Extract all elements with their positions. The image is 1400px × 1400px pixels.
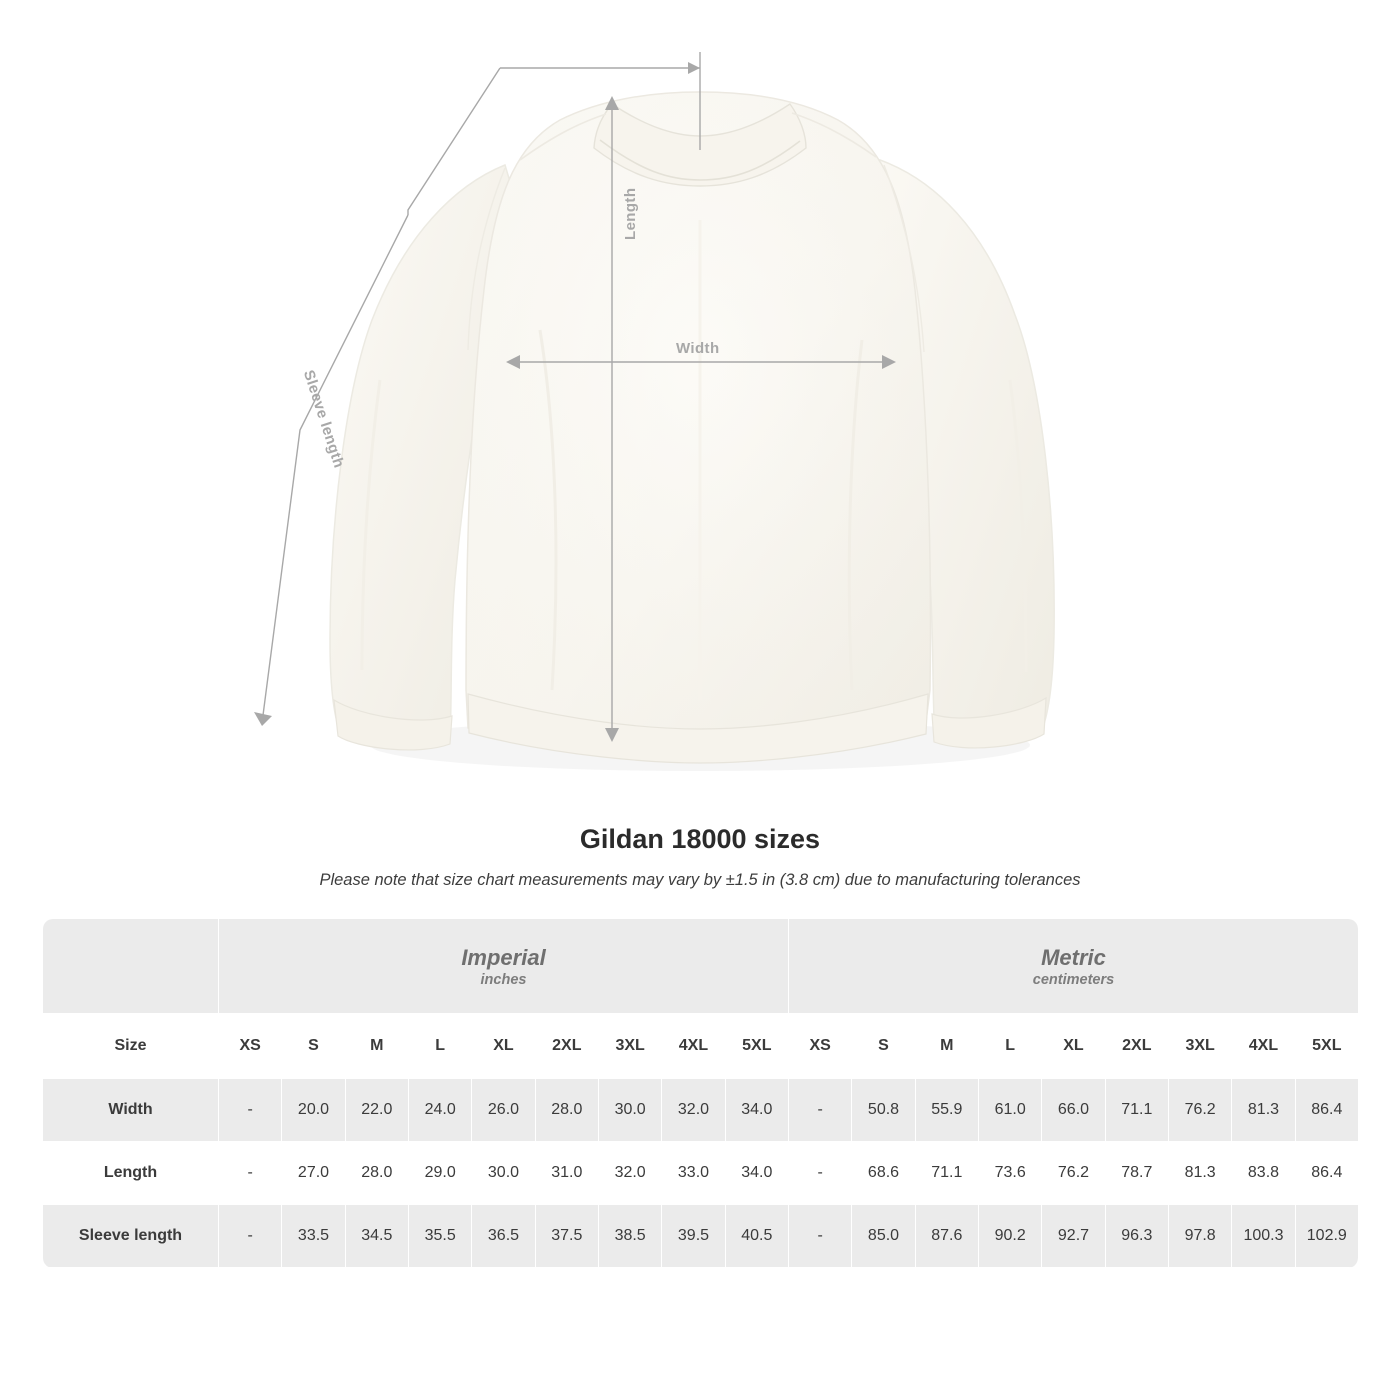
measurement-cell: 87.6	[915, 1205, 978, 1268]
size-header-cell: 2XL	[1105, 1014, 1168, 1079]
measurement-cell: 81.3	[1232, 1079, 1295, 1142]
measurement-cell: -	[219, 1205, 282, 1268]
size-header-label: Size	[43, 1014, 219, 1079]
size-header-cell: 3XL	[598, 1014, 661, 1079]
measurement-cell: 83.8	[1232, 1142, 1295, 1205]
measurement-cell: 34.0	[725, 1079, 788, 1142]
size-header-cell: M	[915, 1014, 978, 1079]
measurement-cell: 24.0	[408, 1079, 471, 1142]
measurement-cell: 90.2	[978, 1205, 1041, 1268]
measurement-cell: 97.8	[1168, 1205, 1231, 1268]
length-label: Length	[622, 187, 639, 240]
measurement-cell: 39.5	[662, 1205, 725, 1268]
table-row	[43, 1142, 1359, 1205]
measurement-cell: 102.9	[1295, 1205, 1358, 1268]
measurement-cell: -	[789, 1142, 852, 1205]
measurement-cell: 100.3	[1232, 1205, 1295, 1268]
measurement-cell: 86.4	[1295, 1142, 1358, 1205]
measurement-cell: 34.0	[725, 1142, 788, 1205]
measurement-label: Sleeve length	[43, 1205, 219, 1268]
measurement-cell: 32.0	[662, 1079, 725, 1142]
size-header-cell: XL	[472, 1014, 535, 1079]
measurement-cell: -	[219, 1142, 282, 1205]
measurement-cell: 86.4	[1295, 1079, 1358, 1142]
measurement-cell: 76.2	[1168, 1079, 1231, 1142]
measurement-cell: 20.0	[282, 1079, 345, 1142]
measurement-cell: 26.0	[472, 1079, 535, 1142]
size-header-cell: 3XL	[1168, 1014, 1231, 1079]
size-header-cell: XS	[219, 1014, 282, 1079]
size-header-cell: 5XL	[1295, 1014, 1358, 1079]
unit-imperial-sub: inches	[480, 971, 527, 988]
measurement-cell: 31.0	[535, 1142, 598, 1205]
table-row	[43, 1079, 1359, 1142]
measurement-cell: 85.0	[852, 1205, 915, 1268]
size-header-cell: L	[408, 1014, 471, 1079]
size-header-cell: S	[852, 1014, 915, 1079]
size-chart-table-wrap	[42, 918, 1358, 1268]
measurement-cell: 96.3	[1105, 1205, 1168, 1268]
measurement-cell: 29.0	[408, 1142, 471, 1205]
size-header-cell: 5XL	[725, 1014, 788, 1079]
measurement-cell: 71.1	[915, 1142, 978, 1205]
measurement-cell: 38.5	[598, 1205, 661, 1268]
measurement-cell: 71.1	[1105, 1079, 1168, 1142]
measurement-cell: 32.0	[598, 1142, 661, 1205]
unit-imperial-cell	[219, 919, 789, 1014]
measurement-label: Length	[43, 1142, 219, 1205]
width-label: Width	[676, 340, 720, 357]
size-header-cell: S	[282, 1014, 345, 1079]
table-row	[43, 1205, 1359, 1268]
measurement-cell: 33.5	[282, 1205, 345, 1268]
measurement-cell: -	[219, 1079, 282, 1142]
measurement-cell: 66.0	[1042, 1079, 1105, 1142]
measurement-cell: 30.0	[598, 1079, 661, 1142]
unit-metric-cell	[789, 919, 1359, 1014]
measurement-cell: 35.5	[408, 1205, 471, 1268]
size-header-cell: XS	[789, 1014, 852, 1079]
measurement-label: Width	[43, 1079, 219, 1142]
measurement-cell: 76.2	[1042, 1142, 1105, 1205]
size-header-row	[43, 1014, 1359, 1079]
measurement-cell: 27.0	[282, 1142, 345, 1205]
measurement-cell: 50.8	[852, 1079, 915, 1142]
unit-imperial-name: Imperial	[461, 945, 546, 971]
size-chart-table	[42, 918, 1358, 1268]
measurement-cell: 40.5	[725, 1205, 788, 1268]
sleeve-length-label: Sleeve length	[299, 368, 348, 471]
size-header-cell: 2XL	[535, 1014, 598, 1079]
size-header-cell: XL	[1042, 1014, 1105, 1079]
measurement-cell: 37.5	[535, 1205, 598, 1268]
measurement-cell: 33.0	[662, 1142, 725, 1205]
unit-metric-name: Metric	[1041, 945, 1106, 971]
measurement-cell: 81.3	[1168, 1142, 1231, 1205]
measurement-cell: -	[789, 1079, 852, 1142]
unit-metric-sub: centimeters	[1032, 971, 1115, 988]
measurement-cell: -	[789, 1205, 852, 1268]
measurement-cell: 78.7	[1105, 1142, 1168, 1205]
measurement-cell: 22.0	[345, 1079, 408, 1142]
size-table-body	[43, 1079, 1359, 1268]
measurement-cell: 73.6	[978, 1142, 1041, 1205]
size-header-cell: L	[978, 1014, 1041, 1079]
tolerance-note: Please note that size chart measurements may vary by ±1.5 in (3.8 cm) due to manufacturing tolerances	[319, 871, 1081, 889]
size-header-cell: 4XL	[1232, 1014, 1295, 1079]
measurement-cell: 36.5	[472, 1205, 535, 1268]
measurement-cell: 28.0	[345, 1142, 408, 1205]
unit-corner-cell	[43, 919, 219, 1014]
measurement-cell: 61.0	[978, 1079, 1041, 1142]
measurement-cell: 28.0	[535, 1079, 598, 1142]
page-title: Gildan 18000 sizes	[579, 824, 821, 854]
measurement-cell: 68.6	[852, 1142, 915, 1205]
unit-header-row	[43, 919, 1359, 1014]
measurement-cell: 92.7	[1042, 1205, 1105, 1268]
measurement-cell: 34.5	[345, 1205, 408, 1268]
measurement-cell: 30.0	[472, 1142, 535, 1205]
title-block	[0, 824, 1400, 890]
size-header-cell: 4XL	[662, 1014, 725, 1079]
measurement-cell: 55.9	[915, 1079, 978, 1142]
size-header-cell: M	[345, 1014, 408, 1079]
